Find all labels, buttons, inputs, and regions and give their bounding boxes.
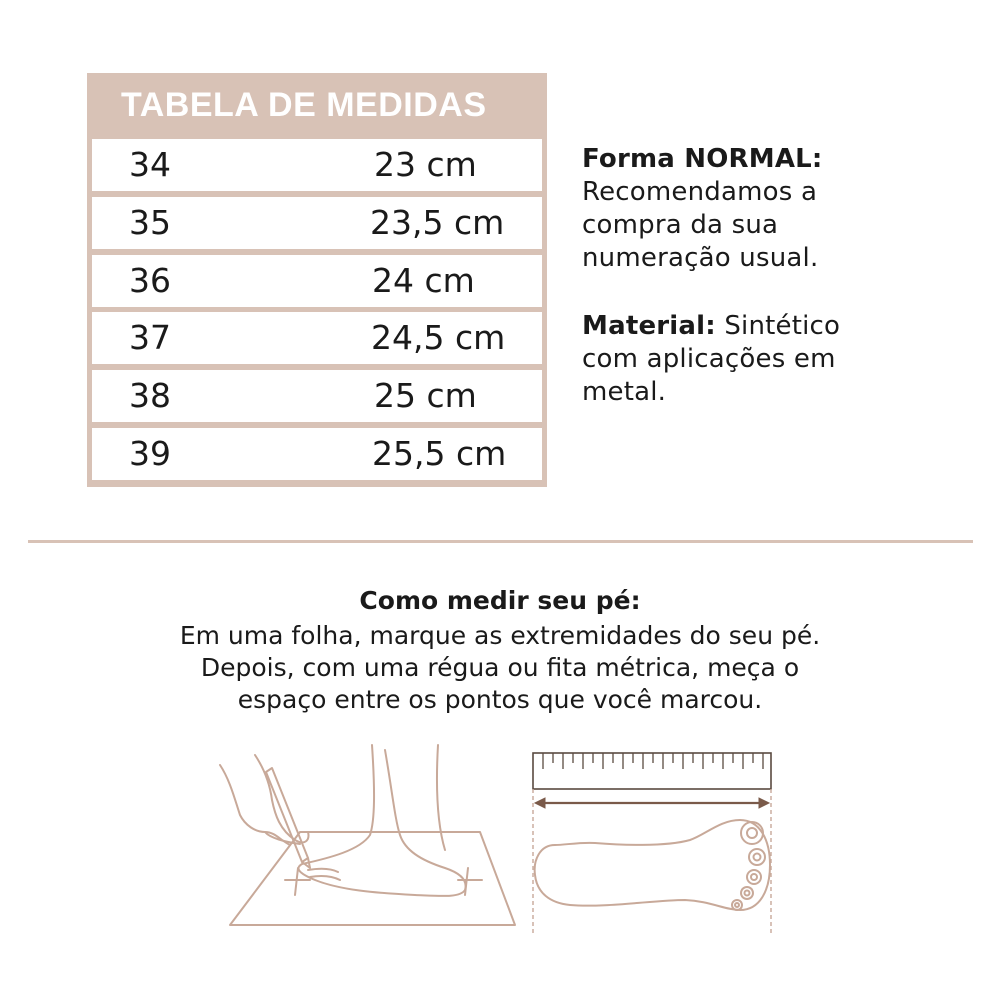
material-text-line: metal. [582,377,667,407]
hand-marking-foot-illustration [210,740,530,935]
table-row [92,428,542,480]
table-row [92,255,542,307]
howto-title: Como medir seu pé: [359,586,641,615]
material-text-line: com aplicações em [582,344,836,374]
howto-line: Depois, com uma régua ou fita métrica, meça o [200,653,800,682]
howto-line: Em uma folha, marque as extremidades do seu pé. [179,621,821,650]
howto-line: espaço entre os pontos que você marcou. [237,685,763,714]
material-value: Sintético [715,311,841,341]
table-row [92,139,542,191]
length-cell: 25 cm [374,376,477,415]
size-cell: 35 [129,203,171,242]
forma-info [582,143,823,275]
material-info [582,310,840,409]
forma-text-line: numeração usual. [582,243,819,273]
size-cell: 39 [129,434,171,473]
size-cell: 34 [129,145,171,184]
section-divider [28,540,973,543]
howto-body [0,620,1000,716]
table-row [92,312,542,364]
size-cell: 38 [129,376,171,415]
size-table [87,73,547,487]
length-cell: 24 cm [372,261,475,300]
table-row [92,197,542,249]
size-cell: 36 [129,261,171,300]
material-label: Material: [582,311,716,341]
forma-text-line: compra da sua [582,210,779,240]
length-cell: 25,5 cm [372,434,507,473]
length-cell: 24,5 cm [371,318,506,357]
table-title: TABELA DE MEDIDAS [121,86,487,124]
ruler-foot-illustration [525,745,780,935]
table-row [92,370,542,422]
size-cell: 37 [129,318,171,357]
forma-text-line: Recomendamos a [582,177,818,207]
forma-label: Forma NORMAL: [582,144,823,174]
length-cell: 23 cm [374,145,477,184]
length-cell: 23,5 cm [370,203,505,242]
